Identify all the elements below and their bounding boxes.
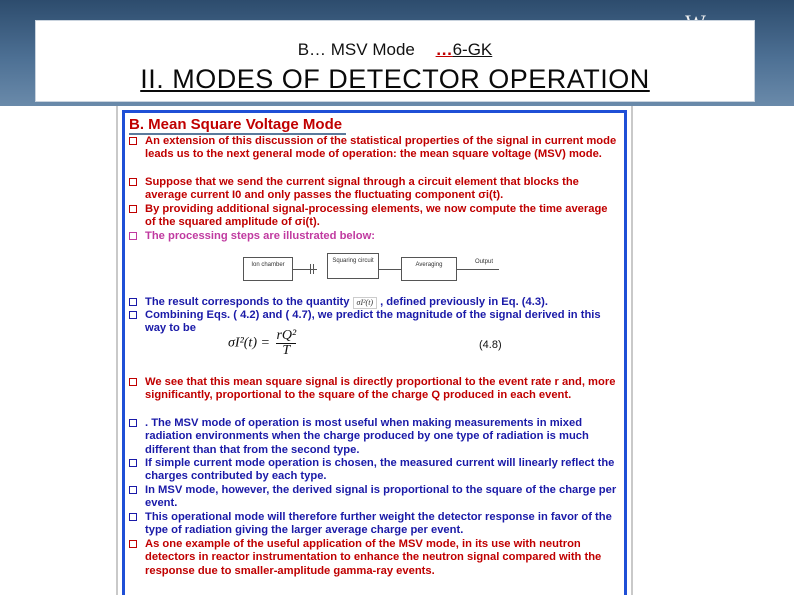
capacitor-plate (313, 264, 314, 274)
page-title: II. MODES OF DETECTOR OPERATION (140, 64, 650, 94)
ion-chamber-block: Ion chamber (243, 257, 293, 281)
equation-number: (4.8) (479, 339, 502, 351)
bullet-11: This operational mode will therefore further weight the detector response in favor of the type of radiation giving the larger average charge per event. (129, 511, 620, 538)
bullet-2: Suppose that we send the current signal through a circuit element that blocks the average current I0 and only passes the fluctuating component σi(t). (129, 176, 620, 203)
checkbox-bullet-icon (129, 137, 137, 145)
bullet-7: We see that this mean square signal is directly proportional to the event rate r and, more significantly, proportional to the square of the charge Q produced in each event. (129, 376, 620, 403)
squaring-circuit-block: Squaring circuit (327, 253, 379, 279)
averaging-block: Averaging (401, 257, 457, 281)
subtitle (39, 40, 751, 60)
equation-4-8: σI²(t) = $\frac{\text{rQ²}}{T}$ (228, 328, 297, 358)
checkbox-bullet-icon (129, 298, 137, 306)
checkbox-bullet-icon (129, 419, 137, 427)
checkbox-bullet-icon (129, 178, 137, 186)
checkbox-bullet-icon (129, 205, 137, 213)
bullet-3: By providing additional signal-processing elements, we now compute the time average of the squared amplitude of σi(t). (129, 203, 620, 230)
checkbox-bullet-icon (129, 513, 137, 521)
bullet-5: The result corresponds to the quantity σI²(t) , defined previously in Eq. (4.3). (129, 296, 620, 309)
section-title: B. Mean Square Voltage Mode (129, 116, 346, 135)
processing-diagram (243, 253, 508, 293)
bullet-8: . The MSV mode of operation is most useful when making measurements in mixed radiation environments when the charge produced by one type of radiation is much different than that from the second type. (129, 417, 620, 457)
subtitle-dots: … (435, 40, 453, 59)
checkbox-bullet-icon (129, 540, 137, 548)
output-label: Output (475, 259, 494, 265)
checkbox-bullet-icon (129, 311, 137, 319)
bullet-6: Combining Eqs. ( 4.2) and ( 4.7), we predict the magnitude of the signal derived in this way to be (129, 309, 620, 336)
slide-image (116, 106, 633, 595)
bullet-12: As one example of the useful application of the MSV mode, in its use with neutron detectors in reactor instrumentation to enhance the neutron signal compared with the response due to smaller-amplitude gamma-ray events. (129, 538, 620, 578)
wire (379, 269, 401, 270)
subtitle-left: B… MSV Mode (297, 40, 415, 59)
bullet-9: If simple current mode operation is chosen, the measured current will linearly reflect the charges contributed by each type. (129, 457, 620, 484)
bullet-10: In MSV mode, however, the derived signal is proportional to the square of the charge per event. (129, 484, 620, 511)
wire (457, 269, 499, 270)
checkbox-bullet-icon (129, 378, 137, 386)
checkbox-bullet-icon (129, 232, 137, 240)
bullet-1: An extension of this discussion of the statistical properties of the signal in current mode leads us to the next general mode of operation: the mean square voltage (MSV) mode. (129, 135, 620, 162)
sigma-symbol: σI²(t) (353, 297, 378, 309)
subtitle-code: 6-GK (452, 40, 493, 59)
bullet-4: The processing steps are illustrated below: (129, 230, 620, 243)
slide-frame (122, 110, 627, 595)
checkbox-bullet-icon (129, 459, 137, 467)
checkbox-bullet-icon (129, 486, 137, 494)
title-box (36, 21, 754, 101)
capacitor-plate (310, 264, 311, 274)
